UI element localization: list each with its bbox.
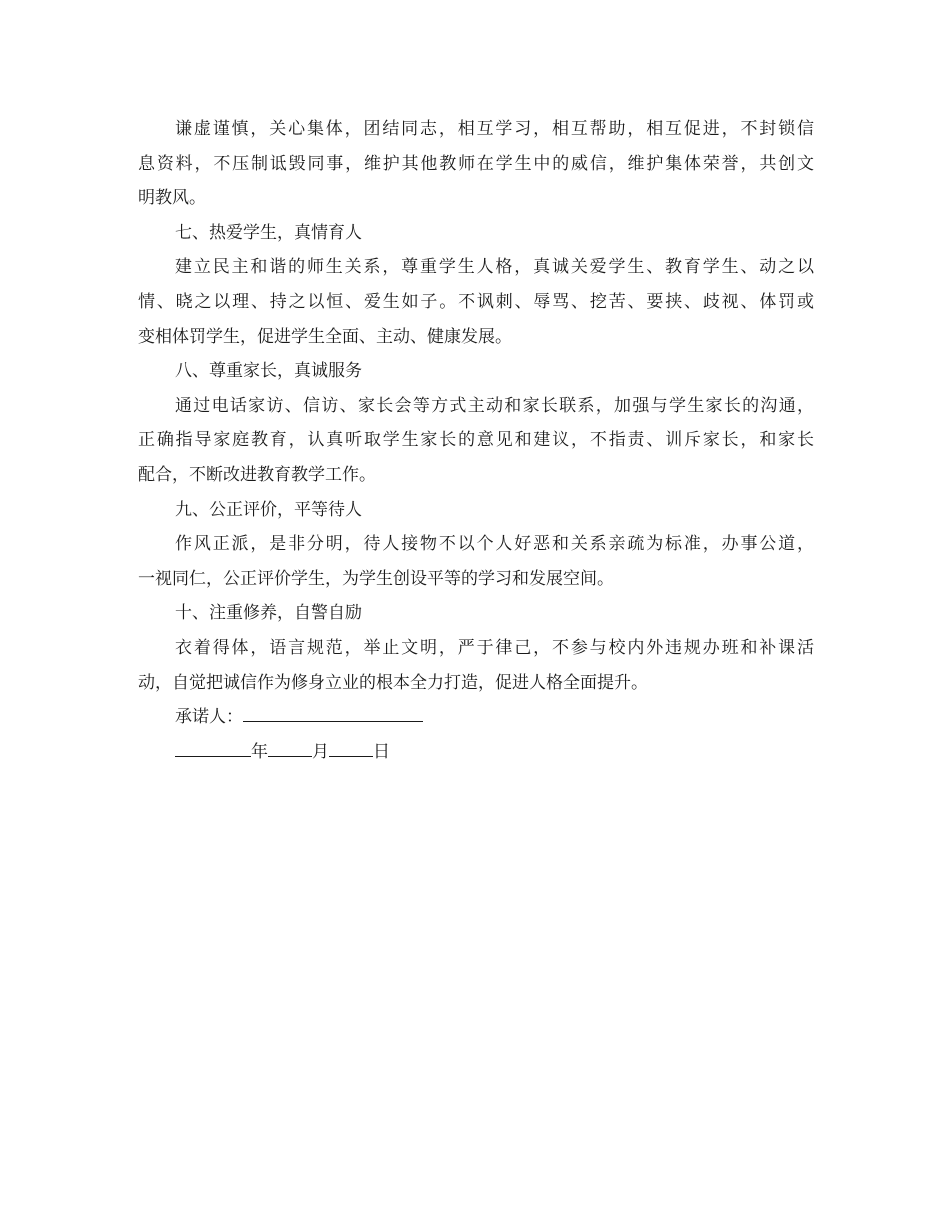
text-line: 衣着得体，语言规范，举止文明，严于律己，不参与校内外违规办班和补课活 bbox=[175, 637, 814, 658]
document-body bbox=[138, 112, 814, 769]
text-line: 明教风。 bbox=[138, 188, 206, 209]
signer-blank bbox=[243, 702, 423, 722]
text-line: 正确指导家庭教育，认真听取学生家长的意见和建议，不指责、训斥家长，和家长 bbox=[138, 430, 814, 451]
signer-label: 承诺人： bbox=[175, 707, 243, 728]
text-line: 谦虚谨慎，关心集体，团结同志，相互学习，相互帮助，相互促进，不封锁信 bbox=[175, 119, 814, 139]
text-line: 七、热爱学生，真情育人 bbox=[175, 222, 362, 243]
text-line: 建立民主和谐的师生关系，尊重学生人格，真诚关爱学生、教育学生、动之以 bbox=[175, 257, 814, 278]
text-line: 作风正派，是非分明，待人接物不以个人好恶和关系亲疏为标准，办事公道， bbox=[175, 534, 814, 555]
date-line bbox=[138, 735, 814, 770]
year-blank bbox=[175, 737, 251, 757]
year-label: 年 bbox=[251, 741, 268, 762]
text-line: 九、公正评价，平等待人 bbox=[175, 499, 362, 520]
signature-line bbox=[138, 700, 814, 735]
text-line: 配合，不断改进教育教学工作。 bbox=[138, 464, 376, 485]
text-line: 变相体罚学生，促进学生全面、主动、健康发展。 bbox=[138, 326, 512, 347]
day-label: 日 bbox=[373, 741, 390, 762]
month-label: 月 bbox=[312, 741, 329, 762]
text-line: 八、尊重家长，真诚服务 bbox=[175, 361, 362, 382]
text-line: 情、晓之以理、持之以恒、爱生如子。不讽刺、辱骂、挖苦、要挟、歧视、体罚或 bbox=[138, 291, 814, 312]
month-blank bbox=[268, 737, 312, 757]
day-blank bbox=[329, 737, 373, 757]
text-line: 通过电话家访、信访、家长会等方式主动和家长联系，加强与学生家长的沟通， bbox=[175, 395, 814, 416]
text-line: 动，自觉把诚信作为修身立业的根本全力打造，促进人格全面提升。 bbox=[138, 672, 648, 693]
text-line: 一视同仁，公正评价学生，为学生创设平等的学习和发展空间。 bbox=[138, 568, 614, 589]
paragraph-lines bbox=[138, 112, 814, 700]
text-line: 十、注重修养，自警自励 bbox=[175, 603, 362, 624]
text-line: 息资料，不压制诋毁同事，维护其他教师在学生中的威信，维护集体荣誉，共创文 bbox=[138, 153, 814, 174]
